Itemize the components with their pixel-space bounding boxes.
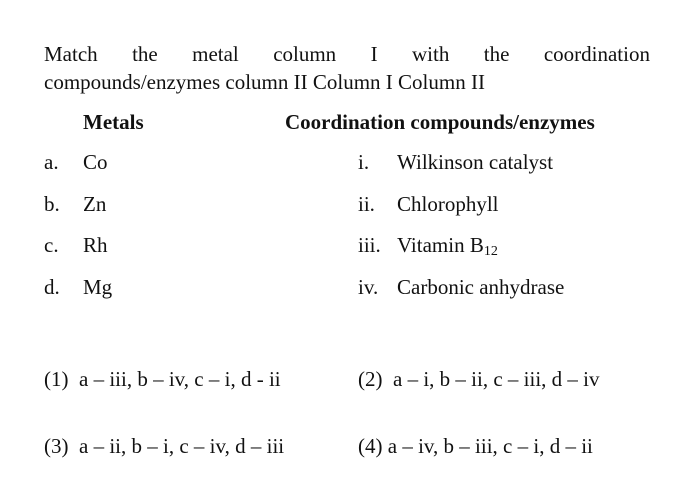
option-4-label: (4) xyxy=(358,434,383,458)
option-4[interactable] xyxy=(358,434,593,459)
compound-carbonic-anhydrase: Carbonic anhydrase xyxy=(397,275,565,299)
question-text xyxy=(44,40,650,96)
option-3[interactable] xyxy=(44,434,284,459)
compound-wilkinson: Wilkinson catalyst xyxy=(397,150,554,174)
row-label-c: c. xyxy=(44,233,59,257)
compound-vitamin-b12 xyxy=(397,233,498,260)
vitamin-subscript: 12 xyxy=(483,244,498,259)
column-header-compounds: Coordination compounds/enzymes xyxy=(285,110,595,134)
vitamin-text: Vitamin B xyxy=(397,233,484,257)
metal-co: Co xyxy=(83,150,108,174)
option-2-text: a – i, b – ii, c – iii, d – iv xyxy=(393,367,600,391)
compound-chlorophyll: Chlorophyll xyxy=(397,192,499,216)
row-label-iii: iii. xyxy=(358,233,381,257)
question-line-1 xyxy=(44,40,650,68)
question-word: Match xyxy=(44,42,98,66)
row-label-b: b. xyxy=(44,192,60,216)
question-word: I xyxy=(370,42,378,66)
row-label-i: i. xyxy=(358,150,370,174)
option-3-label: (3) xyxy=(44,434,69,458)
option-1-label: (1) xyxy=(44,367,69,391)
question-word: the xyxy=(132,42,158,66)
option-1[interactable] xyxy=(44,367,281,392)
option-1-text: a – iii, b – iv, c – i, d - ii xyxy=(79,367,281,391)
metal-rh: Rh xyxy=(83,233,108,257)
option-2[interactable] xyxy=(358,367,599,392)
question-word: coordination xyxy=(543,42,650,66)
row-label-ii: ii. xyxy=(358,192,375,216)
question-word: with xyxy=(412,42,450,66)
row-label-a: a. xyxy=(44,150,59,174)
metal-mg: Mg xyxy=(83,275,113,299)
option-2-label: (2) xyxy=(358,367,383,391)
option-4-text: a – iv, b – iii, c – i, d – ii xyxy=(387,434,593,458)
option-3-text: a – ii, b – i, c – iv, d – iii xyxy=(79,434,285,458)
question-line-2: compounds/enzymes column II Column I Column II xyxy=(44,70,485,94)
question-word: metal xyxy=(192,42,239,66)
question-word: column xyxy=(273,42,337,66)
metal-zn: Zn xyxy=(83,192,107,216)
row-label-iv: iv. xyxy=(358,275,379,299)
column-header-metals: Metals xyxy=(83,110,144,134)
row-label-d: d. xyxy=(44,275,60,299)
question-word: the xyxy=(483,42,510,66)
